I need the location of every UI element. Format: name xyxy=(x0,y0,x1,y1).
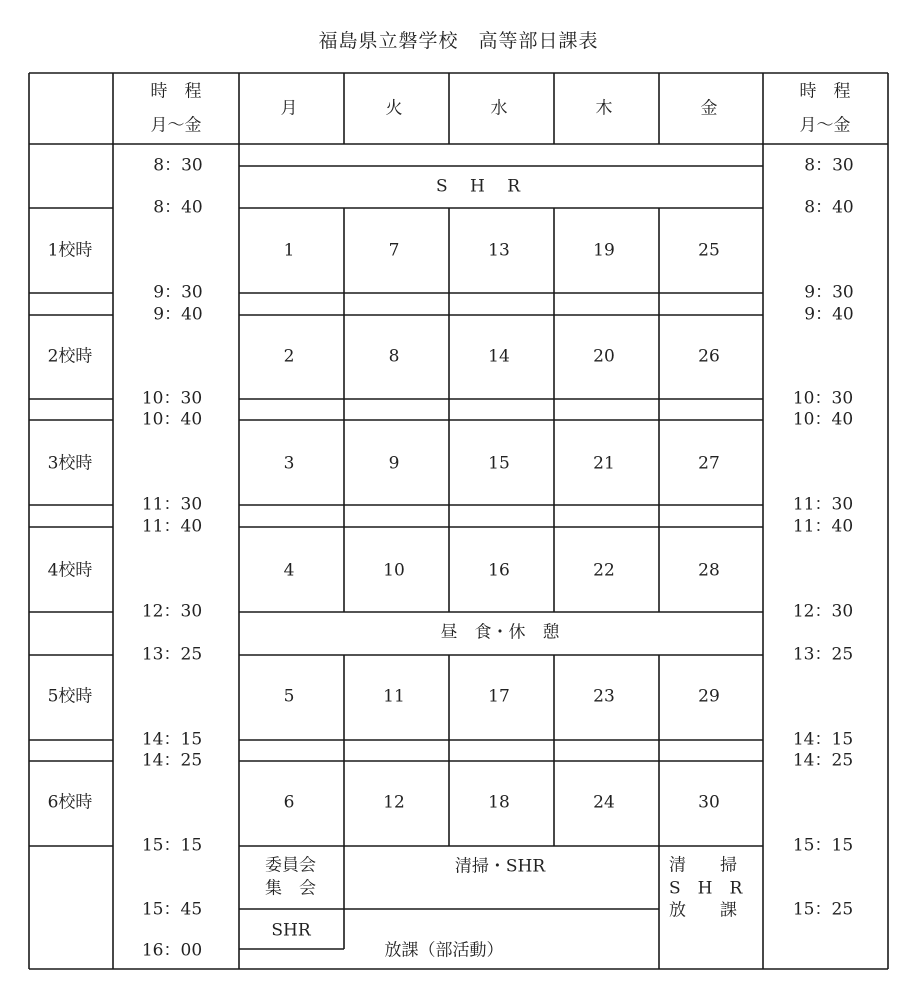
period-cell: 21 xyxy=(593,453,615,474)
period-cell: 14 xyxy=(488,346,510,367)
period-cell: 13 xyxy=(488,240,510,261)
time-header-left-line1: 時 程 xyxy=(150,81,202,102)
period-cell: 2 xyxy=(283,346,295,367)
period-cell: 7 xyxy=(388,240,400,261)
time-left: 14：25 xyxy=(141,750,203,771)
committee-line1: 委員会 xyxy=(265,855,316,876)
period-cell: 24 xyxy=(593,792,615,813)
time-right: 10：30 xyxy=(792,388,854,409)
period-cell: 27 xyxy=(698,453,720,474)
day-header-thu: 木 xyxy=(595,98,613,119)
time-right: 14：25 xyxy=(792,750,854,771)
period-cell: 20 xyxy=(593,346,615,367)
time-left: 8：40 xyxy=(153,197,203,218)
period-label-2: 2校時 xyxy=(47,346,93,367)
time-left: 11：40 xyxy=(141,516,203,537)
period-label-1: 1校時 xyxy=(47,240,93,261)
shr-row: S H R xyxy=(435,176,521,197)
time-left: 12：30 xyxy=(141,601,203,622)
day-header-tue: 火 xyxy=(385,98,403,119)
period-cell: 10 xyxy=(383,560,405,581)
period-cell: 1 xyxy=(283,240,295,261)
time-left: 11：30 xyxy=(141,494,203,515)
period-cell: 22 xyxy=(593,560,615,581)
period-cell: 6 xyxy=(283,792,295,813)
time-left: 10：40 xyxy=(141,409,203,430)
club-activities: 放課（部活動） xyxy=(384,940,504,961)
time-right: 15：25 xyxy=(792,899,854,920)
period-cell: 11 xyxy=(383,686,405,707)
period-label-3: 3校時 xyxy=(47,453,93,474)
time-right: 11：30 xyxy=(792,494,854,515)
time-right: 8：40 xyxy=(804,197,854,218)
time-right: 14：15 xyxy=(792,729,854,750)
cleaning-shr: 清掃・SHR xyxy=(454,856,546,877)
day-header-mon: 月 xyxy=(280,98,298,119)
period-cell: 9 xyxy=(388,453,400,474)
time-right: 12：30 xyxy=(792,601,854,622)
time-left: 13：25 xyxy=(141,644,203,665)
period-cell: 30 xyxy=(698,792,720,813)
period-cell: 29 xyxy=(698,686,720,707)
period-cell: 12 xyxy=(383,792,405,813)
time-header-right-line1: 時 程 xyxy=(799,81,851,102)
time-right: 13：25 xyxy=(792,644,854,665)
lunch-row: 昼 食・休 憩 xyxy=(440,622,560,643)
period-label-6: 6校時 xyxy=(47,792,93,813)
time-left: 10：30 xyxy=(141,388,203,409)
period-cell: 18 xyxy=(488,792,510,813)
time-right: 15：15 xyxy=(792,835,854,856)
day-header-fri: 金 xyxy=(700,98,718,119)
time-right: 9：40 xyxy=(804,304,854,325)
period-cell: 23 xyxy=(593,686,615,707)
time-left: 14：15 xyxy=(141,729,203,750)
period-label-4: 4校時 xyxy=(47,560,93,581)
fri-cleaning: 清 掃 xyxy=(669,855,737,876)
period-label-5: 5校時 xyxy=(47,686,93,707)
period-cell: 16 xyxy=(488,560,510,581)
time-right: 9：30 xyxy=(804,282,854,303)
page-title: 福島県立磐学校 高等部日課表 xyxy=(318,30,599,52)
period-cell: 5 xyxy=(283,686,295,707)
time-header-right-line2: 月～金 xyxy=(799,115,851,136)
time-right: 10：40 xyxy=(792,409,854,430)
committee-line2: 集 会 xyxy=(265,878,316,899)
fri-dismissal: 放 課 xyxy=(669,900,737,921)
time-right: 8：30 xyxy=(804,155,854,176)
period-cell: 4 xyxy=(283,560,295,581)
shr-small: SHR xyxy=(271,920,311,941)
time-left: 9：40 xyxy=(153,304,203,325)
period-cell: 17 xyxy=(488,686,510,707)
period-cell: 15 xyxy=(488,453,510,474)
period-cell: 19 xyxy=(593,240,615,261)
time-left: 9：30 xyxy=(153,282,203,303)
fri-shr: S H R xyxy=(669,878,743,899)
day-header-wed: 水 xyxy=(490,98,508,119)
period-cell: 3 xyxy=(283,453,295,474)
period-cell: 26 xyxy=(698,346,720,367)
time-left: 15：45 xyxy=(141,899,203,920)
time-header-left-line2: 月～金 xyxy=(150,115,202,136)
time-right: 11：40 xyxy=(792,516,854,537)
time-left: 15：15 xyxy=(141,835,203,856)
period-cell: 25 xyxy=(698,240,720,261)
time-left: 16：00 xyxy=(141,940,203,961)
time-left: 8：30 xyxy=(153,155,203,176)
period-cell: 28 xyxy=(698,560,720,581)
period-cell: 8 xyxy=(388,346,400,367)
